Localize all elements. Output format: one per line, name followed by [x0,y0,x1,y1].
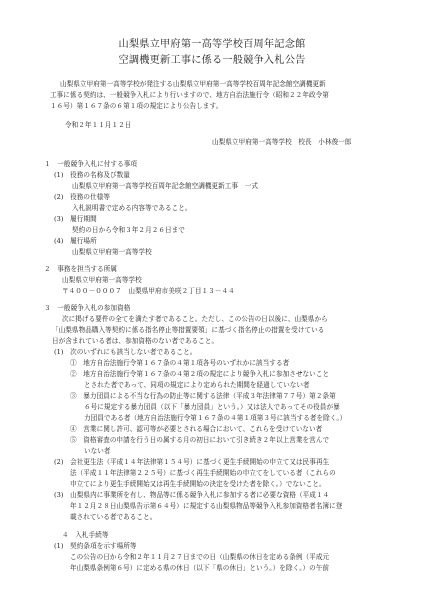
s1-item-1: (1) 役務の名称及び数量 [54,171,130,179]
s2-line-2: 〒４００－０００７ 山梨県甲府市美咲２丁目１３－４４ [62,287,235,295]
s3-item-2b: 法（平成１１年法律第２２５号）に基づく再生手続開始の申立てをしている者（これらの [70,469,336,477]
s3-sub-3b: ６号に規定する暴力団員（以下「暴力団員」という。）又は法人であってその役員が暴 [84,403,340,411]
s3-sub-5a: ⑤ 資格審査の申請を行う日の属する月の初日において引き続き２年以上営業を営んで [70,436,330,444]
s1-item-4-value: 山梨県立甲府第一高等学校 [72,248,152,256]
intro-line-2: 工事に係る契約は、一般競争入札により行いますので、地方自治法施行令（昭和２２年政令第 [50,91,329,99]
s1-item-3: (3) 履行期間 [54,215,97,223]
s3-item-3a: (3) 山梨県内に事業所を有し、物品等に係る競争入札に参加する者に必要な資格（平成１４ [54,491,330,499]
s3-para-1: 次に掲げる要件の全てを満たす者であること。ただし、この公告の日以後に、山梨県から [62,315,328,323]
section-4-heading: ４ 入札手続等 [62,531,109,539]
title-line-1: 山梨県立甲府第一高等学校百周年記念館 [118,39,306,50]
s3-sub-4: ④ 営業に関し許可、認可等が必要とされる場合において、これらを受けていない者 [70,425,323,433]
s2-line-1: 山梨県立甲府第一高等学校 [62,276,142,284]
s4-para-2: 年山梨県条例第６号）に定める県の休日（以下「県の休日」という。）を除く。）の午前 [70,564,330,572]
s3-item-2a: (2) 会社更生法（平成１４年法律第１５４号）に基づく更生手続開始の申立て又は民事再生 [54,458,330,466]
s3-sub-5b: いない者 [84,447,111,455]
s3-para-3: 日が含まれている者は、参加資格のない者であること。 [52,337,219,345]
title-line-2: 空調機更新工事に係る一般競争入札公告 [118,55,306,66]
s1-item-2: (2) 役務の仕様等 [54,193,110,201]
notice-date: 令和２年１１月１２日 [65,121,132,129]
s3-sub-1: ① 地方自治法施行令第１６７条の４第１項各号のいずれかに該当する者 [70,359,290,367]
s3-item-3b: 年１２月２８日山梨県告示第６４号）に規定する山梨県物品等競争入札参加資格者名簿に登 [70,502,343,510]
section-1-heading: １ 一般競争入札に付する事項 [44,160,138,168]
intro-line-1: 山梨県立甲府第一高等学校が発注する山梨県立甲府第一高等学校百周年記念館空調機更新 [60,80,326,88]
s4-para-1: この公告の日から令和２年１１月２７日までの日（山梨県の休日を定める条例（平成元 [70,553,330,561]
s3-sub-2b: とされた者であって、同項の規定により定められた期間を経過していない者 [84,381,310,389]
s1-item-2-value: 入札説明書で定める内容等であること。 [72,204,192,212]
s1-item-4: (4) 履行場所 [54,237,97,245]
s3-item-1: (1) 次のいずれにも該当しない者であること。 [54,348,197,356]
section-2-heading: ２ 事務を担当する所属 [44,265,118,273]
s4-item-1: (1) 契約条項を示す場所等 [54,542,137,550]
s3-item-2c: 申立てにより更生手続開始又は再生手続開始の決定を受けた者を除く。）でないこと。 [70,480,326,488]
s3-sub-3c: 力団員である者（地方自治法施行令第１６７条の４第１項第３号に該当する者を除く。） [84,414,347,422]
section-3-heading: ３ 一般競争入札の参加資格 [44,304,131,312]
intro-line-3: １６号）第１６７条の６第１項の規定により公告します。 [50,102,223,110]
s3-para-2: 「山梨県物品購入等契約に係る指名停止等措置要領」に基づく指名停止の措置を受けている [52,326,325,334]
issuer: 山梨県立甲府第一高等学校 校長 小林俊一郎 [212,138,352,146]
s3-sub-3a: ③ 暴力団員による不当な行為の防止等に関する法律（平成３年法律第７７号）第２条第 [70,392,336,400]
s1-item-1-value: 山梨県立甲府第一高等学校百周年記念館空調機更新工事 一式 [72,182,259,190]
s3-item-3c: 載されている者であること。 [70,513,157,521]
s1-item-3-value: 契約の日から令和３年２月２６日まで [72,226,185,234]
s3-sub-2a: ② 地方自治法施行令第１６７条の４第２項の規定により競争入札に参加させないこと [70,370,330,378]
